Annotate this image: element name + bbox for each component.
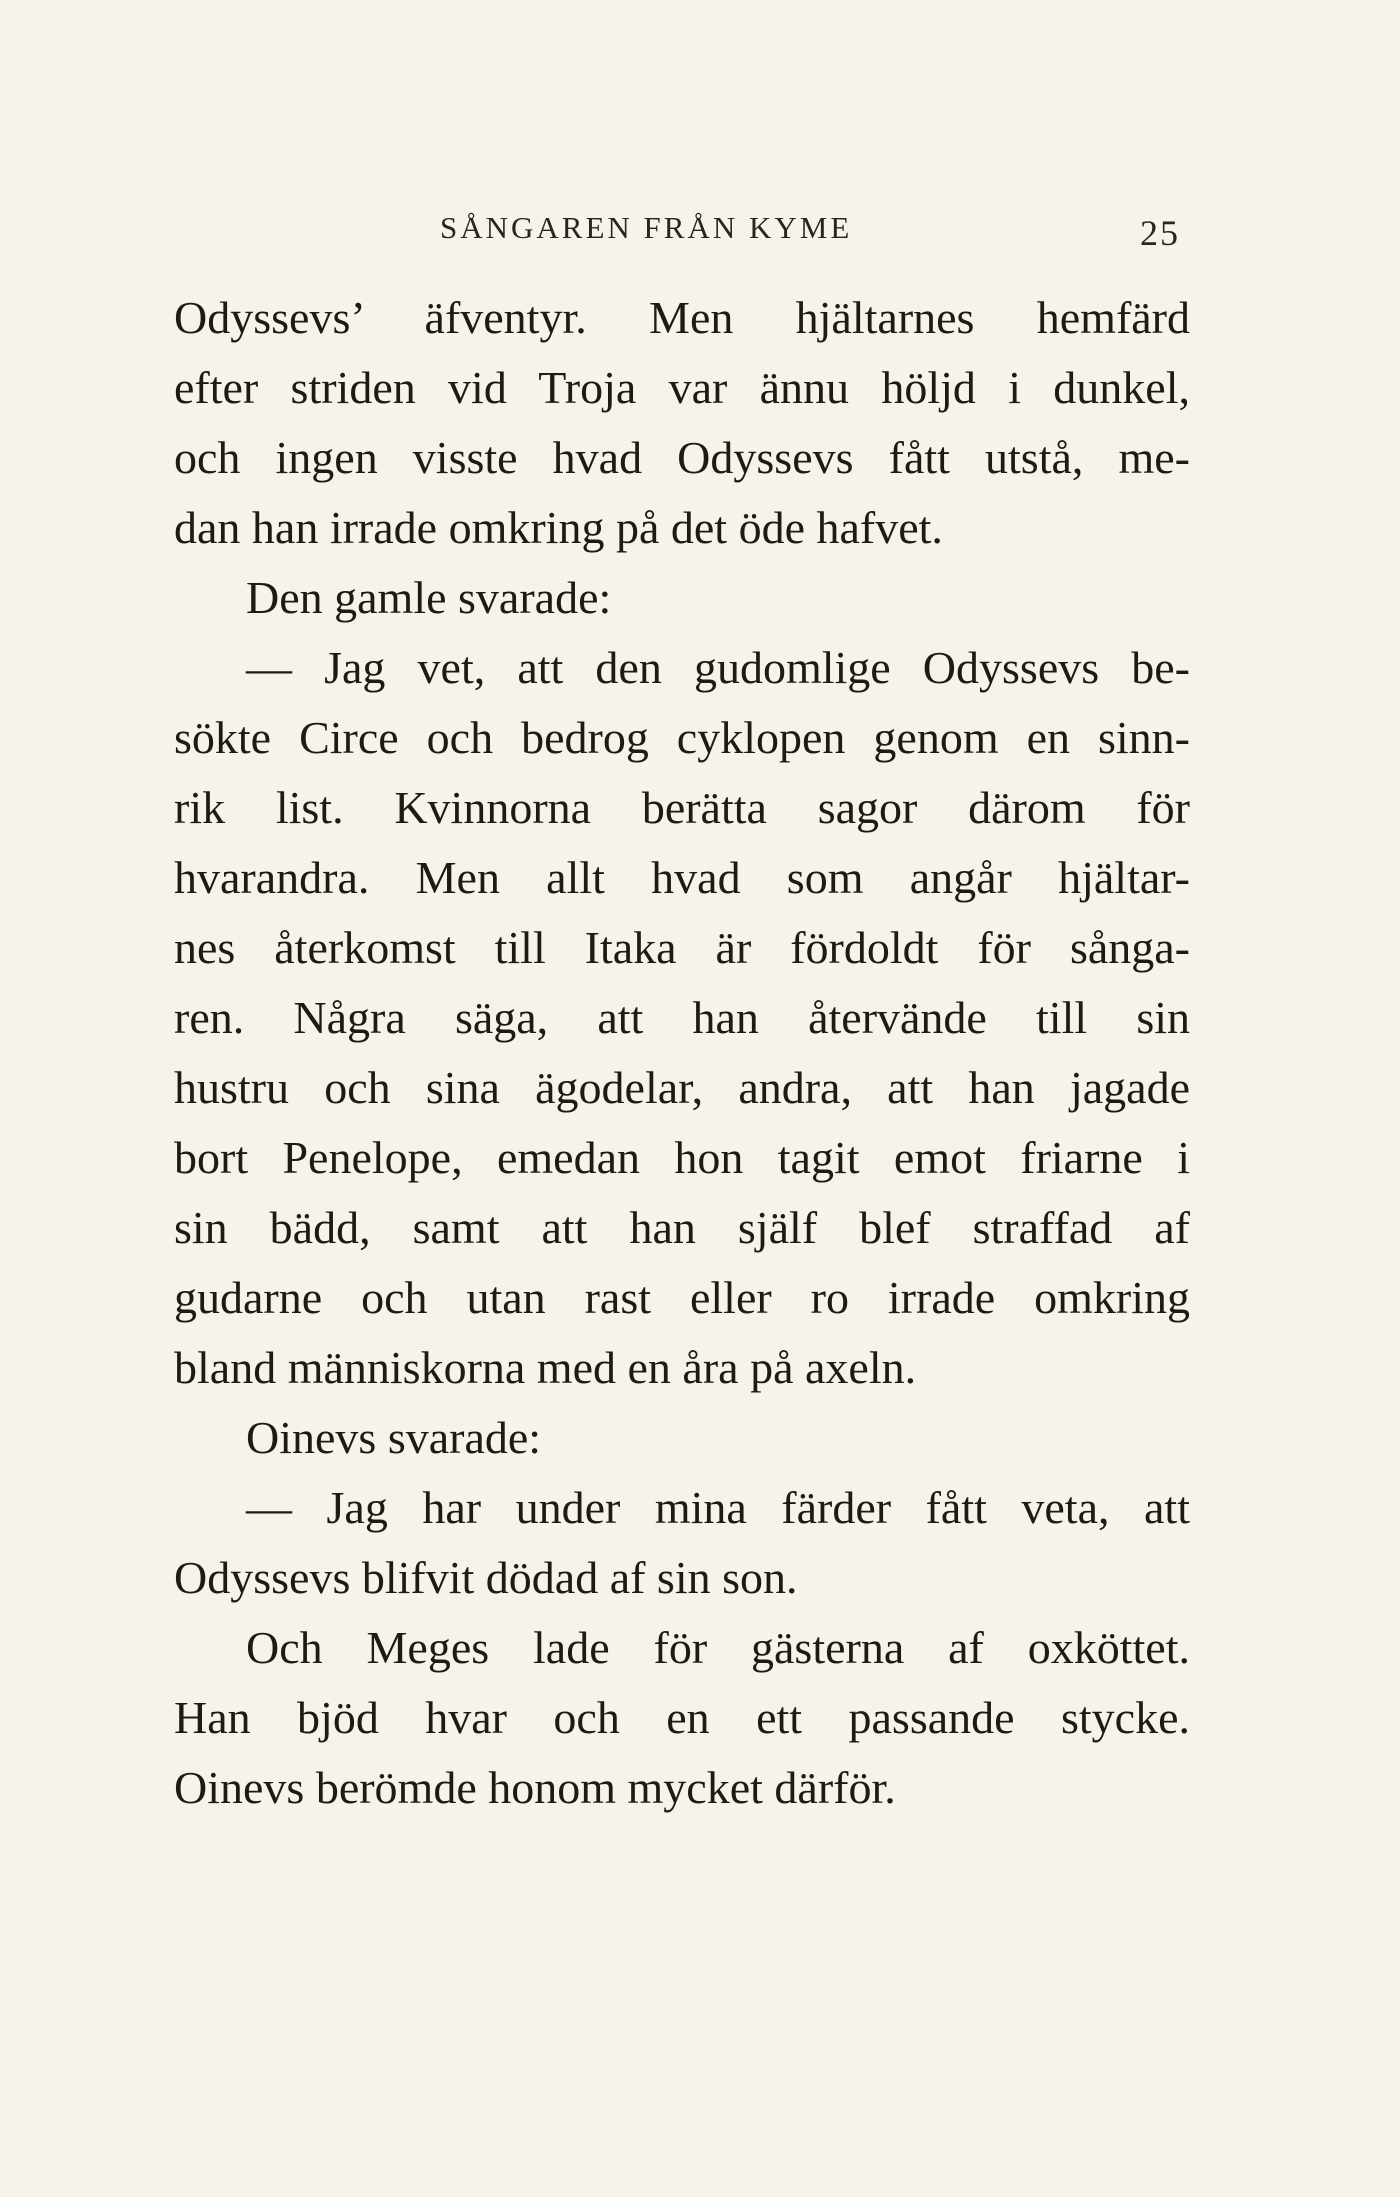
text-line: Och Meges lade för gästerna af oxköttet. [246,1622,1190,1673]
text-line: gudarne och utan rast eller ro irrade omkring [174,1272,1190,1323]
text-line: bland människorna med en åra på axeln. [174,1342,917,1393]
running-title: SÅNGAREN FRÅN KYME [440,210,853,245]
text-line: — Jag har under mina färder fått veta, att [246,1482,1190,1533]
page-number: 25 [1140,213,1180,253]
text-line: ren. Några säga, att han återvände till sin [174,992,1190,1043]
text-line: Oinevs svarade: [246,1412,542,1463]
text-line: bort Penelope, emedan hon tagit emot friarne i [174,1132,1190,1183]
text-line: efter striden vid Troja var ännu höljd i dunkel, [174,362,1190,413]
text-line: Odyssevs’ äfventyr. Men hjältarnes hemfärd [174,292,1190,343]
text-line: sin bädd, samt att han själf blef straffad af [174,1202,1190,1253]
text-line: nes återkomst till Itaka är fördoldt för sånga- [174,922,1190,973]
text-line: sökte Circe och bedrog cyklopen genom en sinn- [174,712,1190,763]
text-line: — Jag vet, att den gudomlige Odyssevs be- [246,642,1190,693]
text-line: Odyssevs blifvit dödad af sin son. [174,1552,798,1603]
text-line: hvarandra. Men allt hvad som angår hjältar- [174,852,1190,903]
text-line: Oinevs berömde honom mycket därför. [174,1762,896,1813]
text-line: Den gamle svarade: [246,572,612,623]
text-line: hustru och sina ägodelar, andra, att han jagade [174,1062,1190,1113]
text-line: Han bjöd hvar och en ett passande stycke. [174,1692,1190,1743]
text-line: rik list. Kvinnorna berätta sagor därom för [174,782,1190,833]
text-line: dan han irrade omkring på det öde hafvet. [174,502,943,553]
text-line: och ingen visste hvad Odyssevs fått utstå, me- [174,432,1190,483]
